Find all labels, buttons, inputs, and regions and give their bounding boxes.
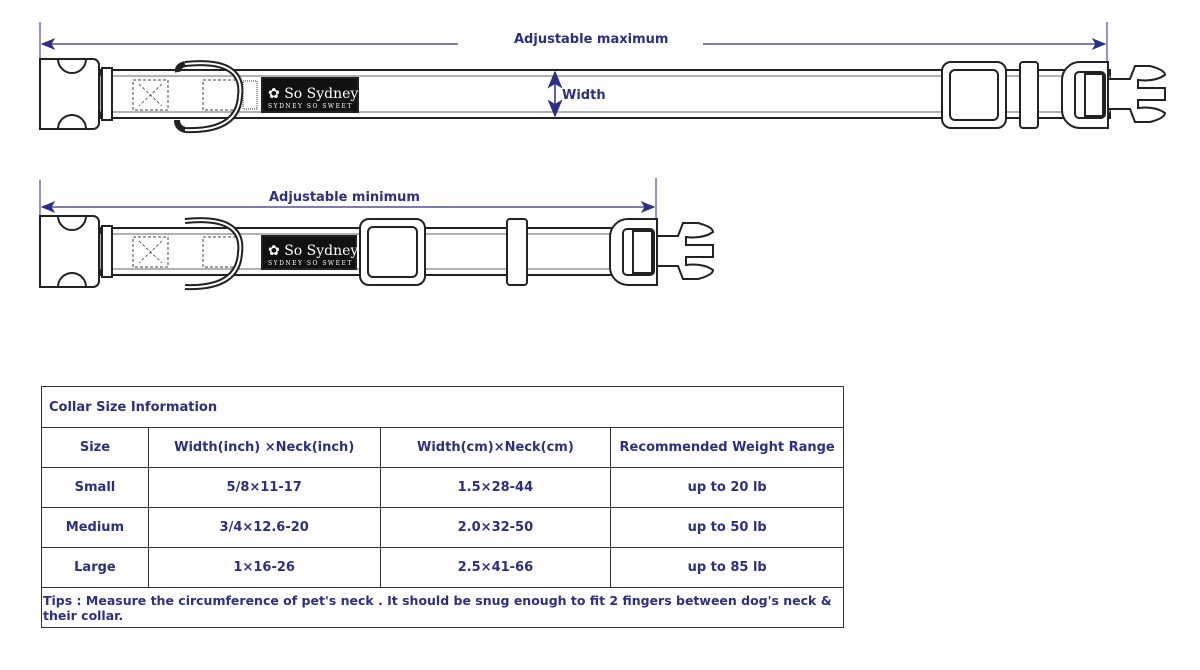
table-row — [42, 548, 844, 588]
svg-text:SYDNEY SO SWEET: SYDNEY SO SWEET — [268, 103, 353, 110]
header-cell: Width(cm)×Neck(cm) — [380, 428, 611, 468]
table-cell: Large — [42, 548, 149, 588]
size-table — [41, 386, 844, 628]
table-cell: 2.0×32-50 — [380, 508, 611, 548]
table-cell: up to 50 lb — [611, 508, 844, 548]
buckle-female — [40, 59, 99, 129]
svg-text:✿ So Sydney: ✿ So Sydney — [268, 86, 359, 102]
table-cell: 3/4×12.6-20 — [148, 508, 380, 548]
width-label: Width — [562, 88, 606, 103]
table-title: Collar Size Information — [42, 387, 844, 428]
header-cell: Size — [42, 428, 149, 468]
buckle-male — [657, 223, 713, 279]
keeper — [1020, 62, 1038, 128]
buckle-male — [1108, 66, 1165, 122]
table-cell: Medium — [42, 508, 149, 548]
header-cell: Recommended Weight Range — [611, 428, 844, 468]
table-cell: up to 20 lb — [611, 468, 844, 508]
adjustable-maximum-label: Adjustable maximum — [514, 32, 669, 47]
table-cell: up to 85 lb — [611, 548, 844, 588]
table-cell: 2.5×41-66 — [380, 548, 611, 588]
table-header — [42, 428, 844, 468]
table-cell: 5/8×11-17 — [148, 468, 380, 508]
adjustable-minimum-label: Adjustable minimum — [269, 190, 420, 205]
tips-text: Tips : Measure the circumference of pet's neck . It should be snug enough to fit 2 fingers between dog's neck & their collar. — [42, 588, 844, 628]
svg-text:✿ So Sydney: ✿ So Sydney — [268, 243, 359, 259]
table-cell: 1×16-26 — [148, 548, 380, 588]
keeper — [507, 219, 527, 285]
table-row — [42, 508, 844, 548]
svg-text:SYDNEY SO SWEET: SYDNEY SO SWEET — [268, 260, 353, 267]
table-row — [42, 468, 844, 508]
table-cell: Small — [42, 468, 149, 508]
table-cell: 1.5×28-44 — [380, 468, 611, 508]
header-cell: Width(inch) ×Neck(inch) — [148, 428, 380, 468]
buckle-female — [40, 216, 99, 287]
